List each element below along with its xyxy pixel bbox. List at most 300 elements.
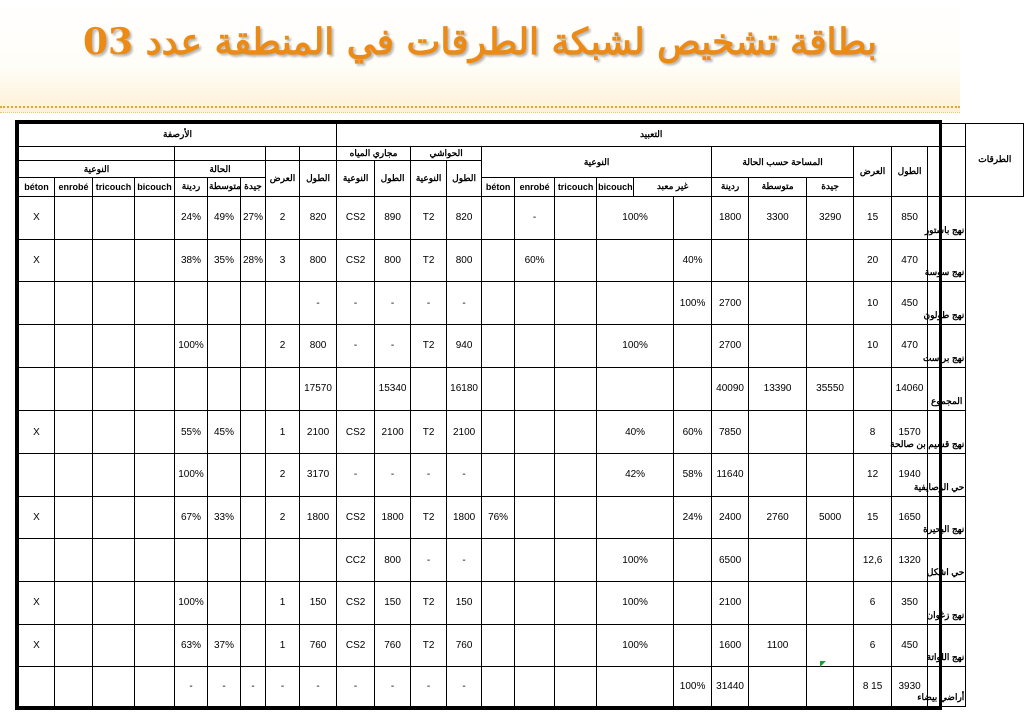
area-good-header: جيدة: [807, 178, 854, 197]
data-cell: [93, 496, 135, 539]
data-cell: [135, 239, 175, 282]
data-cell: 58%: [674, 453, 712, 496]
data-cell: [55, 196, 93, 239]
drains-length-header: الطول: [375, 161, 411, 196]
road-name-cell: نهج سوسة: [928, 239, 966, 282]
data-cell: [266, 367, 300, 411]
data-cell: [135, 324, 175, 367]
data-cell: 1940: [892, 453, 928, 496]
data-cell: 760: [375, 624, 411, 667]
data-cell: 100%: [597, 624, 674, 667]
data-cell: 150: [375, 581, 411, 624]
data-cell: [55, 367, 93, 411]
data-cell: [208, 324, 241, 367]
data-cell: 470: [892, 239, 928, 282]
data-cell: [712, 239, 749, 282]
data-cell: 760: [447, 624, 482, 667]
data-cell: 1600: [712, 624, 749, 667]
data-cell: [555, 367, 597, 411]
data-cell: T2: [411, 624, 447, 667]
data-cell: 6500: [712, 539, 749, 582]
data-cell: [482, 411, 515, 454]
data-cell: [515, 282, 555, 325]
roads-header: الطرقات: [966, 124, 1024, 197]
data-cell: [411, 367, 447, 411]
sidewalk-width-header: العرض: [266, 161, 300, 196]
data-cell: [749, 282, 807, 325]
data-cell: [266, 539, 300, 582]
data-cell: 940: [447, 324, 482, 367]
data-cell: [135, 367, 175, 411]
data-cell: 800: [300, 239, 337, 282]
data-cell: [55, 239, 93, 282]
data-cell: [555, 282, 597, 325]
data-cell: [55, 411, 93, 454]
data-cell: [241, 624, 266, 667]
data-cell: 100%: [175, 453, 208, 496]
data-cell: 100%: [674, 667, 712, 707]
data-cell: [135, 453, 175, 496]
data-cell: [749, 453, 807, 496]
data-cell: 24%: [674, 496, 712, 539]
data-cell: -: [447, 453, 482, 496]
data-cell: 12,6: [854, 539, 892, 582]
data-cell: T2: [411, 411, 447, 454]
page-title: بطاقة تشخيص لشبكة الطرقات في المنطقة عدد 03: [82, 21, 878, 63]
data-cell: [55, 667, 93, 707]
decorative-divider: [0, 106, 960, 108]
data-cell: 2700: [712, 324, 749, 367]
road-name-cell: نهج براست: [928, 324, 966, 367]
data-cell: 2400: [712, 496, 749, 539]
data-cell: 820: [300, 196, 337, 239]
data-cell: T2: [411, 324, 447, 367]
data-cell: -: [447, 667, 482, 707]
drains-type-header: النوعية: [337, 161, 375, 196]
data-cell: [93, 581, 135, 624]
cell-comment-marker: [820, 661, 826, 667]
data-cell: 60%: [674, 411, 712, 454]
data-cell: -: [337, 667, 375, 707]
table-row: [19, 581, 1024, 624]
table-row: [19, 411, 1024, 454]
data-cell: [515, 581, 555, 624]
data-cell: [93, 367, 135, 411]
data-cell: X: [19, 239, 55, 282]
data-cell: [597, 367, 674, 411]
data-cell: [515, 667, 555, 707]
data-cell: 1800: [375, 496, 411, 539]
sidewalk-type-header: النوعية: [19, 161, 175, 178]
data-cell: 60%: [515, 239, 555, 282]
data-cell: 35550: [807, 367, 854, 411]
data-cell: -: [515, 196, 555, 239]
data-cell: 1650: [892, 496, 928, 539]
paving-header: التعبيد: [337, 124, 966, 147]
data-cell: [674, 324, 712, 367]
data-cell: T2: [411, 581, 447, 624]
data-cell: -: [375, 282, 411, 325]
data-cell: -: [300, 667, 337, 707]
data-cell: -: [447, 539, 482, 582]
data-cell: 800: [447, 239, 482, 282]
sidewalk-good-header: جيدة: [241, 178, 266, 197]
data-cell: [515, 324, 555, 367]
data-cell: [93, 411, 135, 454]
table-row: [19, 496, 1024, 539]
road-name-cell: نهج قسيم بن صالحة: [928, 411, 966, 454]
data-cell: 2700: [712, 282, 749, 325]
paving-type-header: النوعية: [482, 146, 712, 177]
data-cell: [266, 282, 300, 325]
data-cell: 40090: [712, 367, 749, 411]
data-cell: -: [375, 453, 411, 496]
data-cell: 7850: [712, 411, 749, 454]
data-cell: [674, 367, 712, 411]
data-cell: 17570: [300, 367, 337, 411]
sidewalk-length-header: الطول: [300, 161, 337, 196]
data-cell: X: [19, 581, 55, 624]
data-cell: 8 15: [854, 667, 892, 707]
data-cell: 1100: [749, 624, 807, 667]
data-cell: [555, 624, 597, 667]
data-cell: [597, 496, 674, 539]
data-cell: [337, 367, 375, 411]
data-cell: [55, 581, 93, 624]
data-cell: 2100: [300, 411, 337, 454]
data-cell: 8: [854, 411, 892, 454]
data-cell: 5000: [807, 496, 854, 539]
data-cell: 450: [892, 282, 928, 325]
data-cell: [555, 411, 597, 454]
table-row: [19, 282, 1024, 325]
data-cell: -: [375, 667, 411, 707]
data-cell: 1570: [892, 411, 928, 454]
data-cell: X: [19, 196, 55, 239]
data-cell: [555, 196, 597, 239]
data-cell: [241, 367, 266, 411]
data-cell: [515, 539, 555, 582]
data-cell: CS2: [337, 624, 375, 667]
data-cell: 2100: [447, 411, 482, 454]
data-cell: [555, 324, 597, 367]
data-cell: [597, 282, 674, 325]
sidewalk-tricouch-header: tricouch: [93, 178, 135, 197]
data-cell: -: [411, 453, 447, 496]
data-cell: 40%: [597, 411, 674, 454]
data-cell: [555, 496, 597, 539]
data-cell: 800: [375, 539, 411, 582]
data-cell: [807, 581, 854, 624]
data-cell: [482, 282, 515, 325]
data-cell: 40%: [674, 239, 712, 282]
data-cell: -: [411, 667, 447, 707]
road-name-cell: نهج باستور: [928, 196, 966, 239]
data-cell: 350: [892, 581, 928, 624]
table-row: [19, 453, 1024, 496]
data-cell: 890: [375, 196, 411, 239]
data-cell: [482, 624, 515, 667]
data-cell: T2: [411, 196, 447, 239]
data-cell: 1800: [712, 196, 749, 239]
data-cell: [749, 539, 807, 582]
sidewalk-condition-header: الحالة: [175, 161, 266, 178]
data-cell: [482, 581, 515, 624]
data-cell: [19, 324, 55, 367]
data-cell: -: [266, 667, 300, 707]
data-cell: 14060: [892, 367, 928, 411]
data-cell: [674, 196, 712, 239]
paving-enrobe-header: enrobé: [515, 178, 555, 197]
data-cell: -: [337, 324, 375, 367]
data-cell: [208, 581, 241, 624]
data-cell: [241, 539, 266, 582]
data-cell: -: [241, 667, 266, 707]
data-cell: 1: [266, 411, 300, 454]
table-row: [19, 624, 1024, 667]
data-cell: [93, 624, 135, 667]
data-cell: 45%: [208, 411, 241, 454]
data-cell: 100%: [674, 282, 712, 325]
data-cell: [854, 367, 892, 411]
road-name-cell: أراضي بيضاء: [928, 667, 966, 707]
data-cell: 2100: [712, 581, 749, 624]
data-cell: [807, 282, 854, 325]
data-cell: 11640: [712, 453, 749, 496]
data-cell: [749, 324, 807, 367]
data-cell: [135, 411, 175, 454]
table-row: [19, 667, 1024, 707]
table-row: [19, 367, 1024, 411]
data-cell: [55, 453, 93, 496]
data-cell: [482, 539, 515, 582]
data-cell: [674, 581, 712, 624]
data-cell: -: [447, 282, 482, 325]
data-cell: CS2: [337, 239, 375, 282]
data-cell: [241, 453, 266, 496]
data-cell: [555, 239, 597, 282]
data-cell: [241, 324, 266, 367]
curbs-type-header: النوعية: [411, 161, 447, 196]
data-cell: 28%: [241, 239, 266, 282]
data-cell: [807, 539, 854, 582]
data-cell: T2: [411, 496, 447, 539]
road-name-cell: نهج طولون: [928, 282, 966, 325]
data-cell: 100%: [597, 196, 674, 239]
data-cell: 24%: [175, 196, 208, 239]
data-cell: [55, 282, 93, 325]
data-cell: [482, 239, 515, 282]
table-body: [19, 196, 1024, 706]
data-cell: [55, 324, 93, 367]
sidewalk-medium-header: متوسطة: [208, 178, 241, 197]
data-cell: 850: [892, 196, 928, 239]
data-cell: [135, 539, 175, 582]
data-cell: T2: [411, 239, 447, 282]
data-cell: [807, 453, 854, 496]
data-cell: [19, 367, 55, 411]
data-cell: [749, 239, 807, 282]
road-name-cell: نهج اللواتة: [928, 624, 966, 667]
data-cell: 820: [447, 196, 482, 239]
data-cell: 800: [375, 239, 411, 282]
data-cell: [515, 367, 555, 411]
data-cell: CS2: [337, 196, 375, 239]
sidewalk-beton-header: béton: [19, 178, 55, 197]
data-cell: X: [19, 411, 55, 454]
paving-bicouch-header: bicouch: [597, 178, 634, 197]
data-cell: 15: [854, 496, 892, 539]
data-cell: [482, 453, 515, 496]
data-cell: 15340: [375, 367, 411, 411]
data-cell: 800: [300, 324, 337, 367]
data-cell: 3: [266, 239, 300, 282]
paving-unpaved-header: غير معبد: [634, 178, 712, 197]
data-cell: 33%: [208, 496, 241, 539]
data-cell: [55, 624, 93, 667]
data-cell: 16180: [447, 367, 482, 411]
data-cell: 6: [854, 581, 892, 624]
data-cell: [135, 667, 175, 707]
data-cell: [807, 667, 854, 707]
data-cell: 35%: [208, 239, 241, 282]
data-cell: [93, 239, 135, 282]
table-row: [19, 539, 1024, 582]
sidewalk-enrobe-header: enrobé: [55, 178, 93, 197]
data-cell: [19, 539, 55, 582]
data-cell: 100%: [175, 581, 208, 624]
data-cell: [241, 496, 266, 539]
data-cell: 3170: [300, 453, 337, 496]
data-cell: 2: [266, 324, 300, 367]
road-name-cell: نهج زغوان: [928, 581, 966, 624]
data-cell: 6: [854, 624, 892, 667]
data-cell: 100%: [175, 324, 208, 367]
data-cell: [19, 667, 55, 707]
data-cell: [241, 411, 266, 454]
data-cell: 49%: [208, 196, 241, 239]
data-cell: 55%: [175, 411, 208, 454]
data-cell: 2: [266, 196, 300, 239]
data-cell: 150: [447, 581, 482, 624]
data-cell: [482, 367, 515, 411]
data-cell: CC2: [337, 539, 375, 582]
data-cell: [555, 667, 597, 707]
data-cell: 67%: [175, 496, 208, 539]
data-cell: [55, 496, 93, 539]
sidewalk-bicouch-header: bicouch: [135, 178, 175, 197]
data-cell: [93, 324, 135, 367]
sidewalk-header: الأرصفة: [19, 124, 337, 147]
data-cell: 2: [266, 453, 300, 496]
data-cell: 150: [300, 581, 337, 624]
data-cell: -: [175, 667, 208, 707]
data-cell: 15: [854, 196, 892, 239]
road-name-cell: حي اشكل: [928, 539, 966, 582]
data-cell: 76%: [482, 496, 515, 539]
data-cell: [19, 453, 55, 496]
data-cell: 63%: [175, 624, 208, 667]
area-condition-header: المساحة حسب الحالة: [712, 146, 854, 177]
data-cell: [749, 411, 807, 454]
road-diagnosis-table: [15, 120, 1012, 710]
data-cell: [674, 539, 712, 582]
paving-width-header: العرض: [854, 146, 892, 196]
data-cell: 10: [854, 282, 892, 325]
data-cell: [515, 453, 555, 496]
table-row: [19, 239, 1024, 282]
data-cell: X: [19, 496, 55, 539]
data-cell: 31440: [712, 667, 749, 707]
data-cell: 1320: [892, 539, 928, 582]
data-cell: X: [19, 624, 55, 667]
data-cell: [208, 367, 241, 411]
road-name-cell: حي الوصايفية: [928, 453, 966, 496]
data-cell: 3290: [807, 196, 854, 239]
data-cell: 1800: [300, 496, 337, 539]
data-cell: [175, 367, 208, 411]
sidewalk-bad-header: ردينة: [175, 178, 208, 197]
data-cell: [241, 581, 266, 624]
data-cell: [93, 539, 135, 582]
data-cell: 2100: [375, 411, 411, 454]
data-cell: [555, 453, 597, 496]
data-cell: 1800: [447, 496, 482, 539]
data-cell: [241, 282, 266, 325]
data-cell: [482, 196, 515, 239]
data-cell: [93, 667, 135, 707]
data-cell: [555, 539, 597, 582]
data-cell: [807, 324, 854, 367]
data-cell: 100%: [597, 324, 674, 367]
data-cell: [93, 453, 135, 496]
data-cell: [482, 667, 515, 707]
data-cell: [175, 282, 208, 325]
data-cell: [515, 411, 555, 454]
data-cell: [208, 453, 241, 496]
data-cell: -: [208, 667, 241, 707]
data-cell: 3300: [749, 196, 807, 239]
data-cell: 20: [854, 239, 892, 282]
data-cell: -: [411, 282, 447, 325]
data-cell: [135, 581, 175, 624]
data-cell: -: [337, 282, 375, 325]
data-cell: [515, 624, 555, 667]
data-cell: CS2: [337, 581, 375, 624]
data-cell: CS2: [337, 496, 375, 539]
data-cell: [749, 581, 807, 624]
data-cell: -: [375, 324, 411, 367]
data-cell: [597, 239, 674, 282]
data-cell: -: [411, 539, 447, 582]
data-cell: [175, 539, 208, 582]
decorative-divider: [0, 112, 960, 113]
road-name-cell: المجموع: [928, 367, 966, 411]
data-cell: -: [337, 453, 375, 496]
drains-header: مجاري المياه: [337, 146, 411, 161]
data-cell: 37%: [208, 624, 241, 667]
data-cell: 1: [266, 624, 300, 667]
data-cell: [597, 667, 674, 707]
data-cell: 2760: [749, 496, 807, 539]
data-cell: [482, 324, 515, 367]
data-cell: [749, 667, 807, 707]
data-cell: 10: [854, 324, 892, 367]
data-cell: [93, 282, 135, 325]
data-cell: 1: [266, 581, 300, 624]
data-cell: 38%: [175, 239, 208, 282]
curbs-length-header: الطول: [447, 161, 482, 196]
